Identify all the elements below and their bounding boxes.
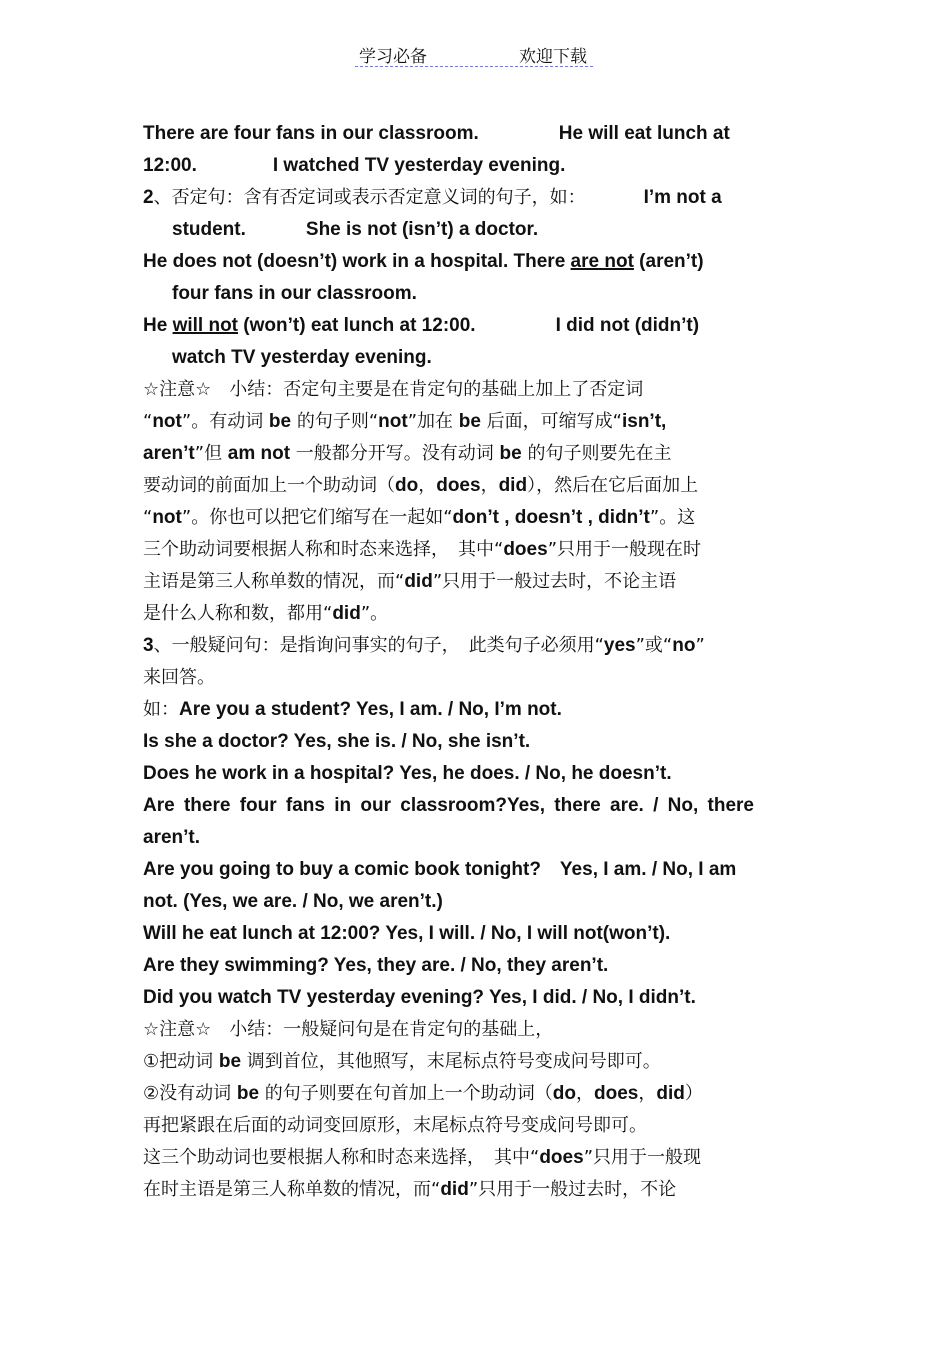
text-line xyxy=(143,1174,843,1206)
keyword: be xyxy=(458,411,481,432)
note-text: ”。这 xyxy=(649,507,696,528)
text-line xyxy=(143,886,843,918)
example-sentence: Are you a student? Yes, I am. / No, I’m not. xyxy=(179,699,562,720)
note-text: 这三个助动词也要根据人称和时态来选择， 其中“ xyxy=(143,1147,540,1168)
text-line xyxy=(143,150,843,182)
note-summary xyxy=(143,374,843,406)
keyword: does xyxy=(503,539,548,560)
example-sentence: (aren’t) xyxy=(633,251,704,272)
keyword: no xyxy=(672,635,696,656)
section-heading-negative xyxy=(143,182,843,214)
section-heading-question xyxy=(143,630,843,662)
keyword: yes xyxy=(603,635,636,656)
example-sentence: Will he eat lunch at 12:00? Yes, I will. / No, I will not(won’t). xyxy=(143,923,671,944)
underlined-phrase: will not xyxy=(172,315,239,336)
note-text: ”但 xyxy=(194,443,228,464)
note-text: ） xyxy=(684,1083,703,1104)
note-text: ”只用于一般现在时 xyxy=(547,539,702,560)
note-text: ， xyxy=(418,475,437,496)
text-line xyxy=(143,214,843,246)
header-right-text: 欢迎下载 xyxy=(519,47,587,67)
text-line xyxy=(143,758,843,790)
text-line xyxy=(143,1046,843,1078)
example-sentence: There are four fans in our classroom. xyxy=(143,123,479,144)
note-text: 在时主语是第三人称单数的情况，而“ xyxy=(143,1179,441,1200)
text-line xyxy=(143,918,843,950)
underlined-phrase: are not xyxy=(570,251,634,272)
note-text: ①把动词 xyxy=(143,1051,219,1072)
text-line xyxy=(143,950,843,982)
example-sentence: He will eat lunch at xyxy=(558,123,730,144)
text-line xyxy=(143,406,843,438)
keyword: does xyxy=(539,1147,584,1168)
note-text: 后面，可缩写成“ xyxy=(480,411,622,432)
note-text: 如： xyxy=(143,699,179,720)
keyword: not xyxy=(152,411,182,432)
section-title: 、否定句：含有否定词或表示否定意义词的句子，如： xyxy=(153,187,586,208)
note-text: ”只用于一般过去时，不论 xyxy=(468,1179,677,1200)
note-text: 要动词的前面加上一个助动词（ xyxy=(143,475,395,496)
text-line xyxy=(143,694,843,726)
text-line xyxy=(143,1110,843,1142)
text-line xyxy=(143,790,843,822)
note-text: ， xyxy=(480,475,499,496)
example-sentence: Is she a doctor? Yes, she is. / No, she isn’t. xyxy=(143,731,531,752)
note-text: ”。有动词 xyxy=(181,411,269,432)
keyword: does xyxy=(436,475,481,496)
document-body xyxy=(143,118,843,1206)
example-sentence: Are you going to buy a comic book tonight? Yes, I am. / No, I am xyxy=(143,859,737,880)
note-text: ”。你也可以把它们缩写在一起如“ xyxy=(181,507,453,528)
example-sentence: Did you watch TV yesterday evening? Yes, I did. / No, I didn’t. xyxy=(143,987,696,1008)
note-text: 的句子则要在句首加上一个助动词（ xyxy=(259,1083,553,1104)
section-title: 、一般疑问句：是指询问事实的句子， 此类句子必须用“ xyxy=(153,635,604,656)
keyword: be xyxy=(218,1051,242,1072)
note-text: 一般都分开写。没有动词 xyxy=(290,443,500,464)
quote-mark: “ xyxy=(143,507,153,528)
note-text: ），然后在它后面加上 xyxy=(527,475,699,496)
note-text: 来回答。 xyxy=(143,667,215,688)
note-text: ， xyxy=(638,1083,657,1104)
note-text: ②没有动词 xyxy=(143,1083,237,1104)
quote-mark: “ xyxy=(143,411,153,432)
example-sentence: She is not (isn’t) a doctor. xyxy=(305,219,539,240)
text-line xyxy=(143,246,843,278)
note-summary xyxy=(143,1014,843,1046)
note-text: ”加在 xyxy=(407,411,459,432)
header-left-text: 学习必备 xyxy=(359,47,427,67)
note-text: ”只用于一般过去时，不论主语 xyxy=(432,571,677,592)
example-sentence: I watched TV yesterday evening. xyxy=(272,155,566,176)
text-line xyxy=(143,502,843,534)
page-header xyxy=(355,42,593,67)
note-text: ， xyxy=(576,1083,594,1104)
keyword: did xyxy=(404,571,433,592)
note-text: 主语是第三人称单数的情况，而“ xyxy=(143,571,405,592)
text-line xyxy=(143,310,843,342)
text-line xyxy=(143,822,843,854)
text-line xyxy=(143,566,843,598)
text-line xyxy=(143,118,843,150)
example-sentence: Does he work in a hospital? Yes, he does. / No, he doesn’t. xyxy=(143,763,672,784)
keyword: do xyxy=(395,475,419,496)
keyword: did xyxy=(440,1179,469,1200)
keyword: did xyxy=(332,603,361,624)
keyword: aren’t xyxy=(143,443,195,464)
note-text: 调到首位，其他照写，末尾标点符号变成问号即可。 xyxy=(241,1051,661,1072)
text-line xyxy=(143,598,843,630)
text-line xyxy=(143,726,843,758)
note-text: ” xyxy=(695,635,705,656)
keyword: isn’t, xyxy=(621,411,667,432)
keyword: be xyxy=(499,443,522,464)
example-sentence: 12:00. xyxy=(143,155,197,176)
example-sentence: watch TV yesterday evening. xyxy=(172,347,432,368)
example-sentence: not. (Yes, we are. / No, we aren’t.) xyxy=(143,891,443,912)
keyword: do xyxy=(552,1083,576,1104)
keyword: did xyxy=(656,1083,685,1104)
keyword: does xyxy=(594,1083,639,1104)
example-sentence: (won’t) eat lunch at 12:00. xyxy=(238,315,476,336)
note-text: ”只用于一般现 xyxy=(583,1147,702,1168)
note-text: ”。 xyxy=(360,603,389,624)
note-text: ☆注意☆ 小结：一般疑问句是在肯定句的基础上， xyxy=(143,1019,554,1040)
example-sentence: student. xyxy=(172,219,246,240)
text-line xyxy=(143,1142,843,1174)
text-line xyxy=(143,982,843,1014)
example-sentence: He does not (doesn’t) work in a hospital. There xyxy=(143,251,571,272)
note-text: 再把紧跟在后面的动词变回原形，末尾标点符号变成问号即可。 xyxy=(143,1115,647,1136)
note-text: 的句子则要先在主 xyxy=(521,443,672,464)
keyword: did xyxy=(498,475,528,496)
text-line xyxy=(143,534,843,566)
example-sentence: Are there four fans in our classroom?Yes, there are. / No, there xyxy=(143,795,755,816)
note-text: ☆注意☆ 小结：否定句主要是在肯定句的基础上加上了否定词 xyxy=(143,379,644,400)
section-number: 3 xyxy=(143,635,154,656)
example-sentence: I’m not a xyxy=(643,187,722,208)
text-line xyxy=(143,1078,843,1110)
text-line xyxy=(143,278,843,310)
keyword: not xyxy=(378,411,408,432)
keyword: not xyxy=(152,507,182,528)
example-sentence: Are they swimming? Yes, they are. / No, they aren’t. xyxy=(143,955,609,976)
note-text: 的句子则“ xyxy=(291,411,379,432)
example-sentence: four fans in our classroom. xyxy=(172,283,417,304)
text-line xyxy=(143,854,843,886)
keyword: am not xyxy=(227,443,291,464)
example-sentence: He xyxy=(143,315,173,336)
keyword: don’t , doesn’t , didn’t xyxy=(452,507,650,528)
text-line xyxy=(143,438,843,470)
note-text: 三个助动词要根据人称和时态来选择， 其中“ xyxy=(143,539,504,560)
keyword: be xyxy=(236,1083,260,1104)
example-sentence: I did not (didn’t) xyxy=(555,315,700,336)
text-line xyxy=(143,342,843,374)
section-number: 2 xyxy=(143,187,154,208)
note-text: ”或“ xyxy=(635,635,673,656)
text-line xyxy=(143,662,843,694)
text-line xyxy=(143,470,843,502)
note-text: 是什么人称和数，都用“ xyxy=(143,603,333,624)
example-sentence: aren’t. xyxy=(143,827,201,848)
keyword: be xyxy=(268,411,292,432)
